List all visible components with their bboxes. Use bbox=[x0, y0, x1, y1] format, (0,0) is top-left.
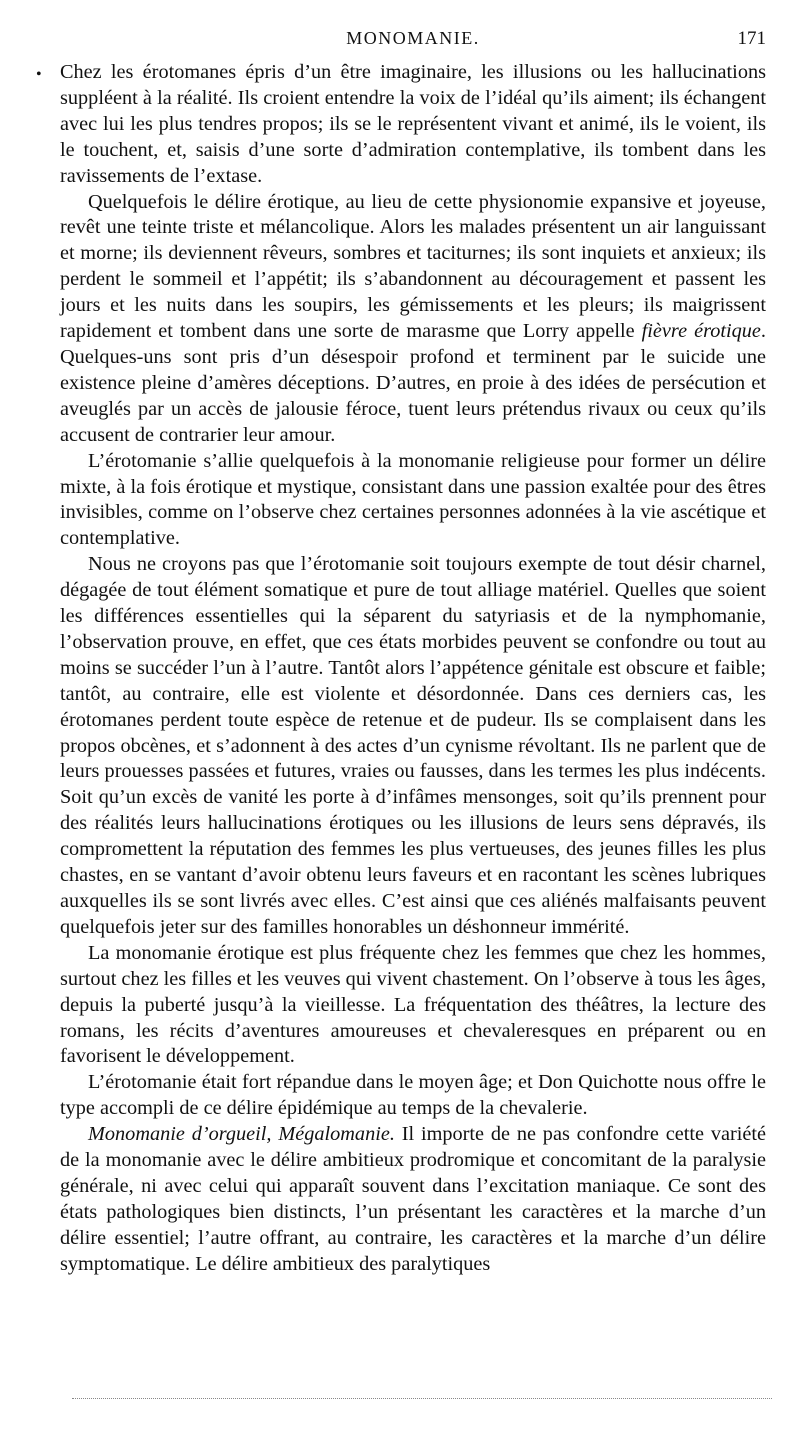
paragraph bbox=[60, 60, 766, 190]
running-title: MONOMANIE. bbox=[346, 28, 480, 48]
paragraph bbox=[60, 1122, 766, 1277]
page-header bbox=[60, 28, 766, 54]
text-segment: La monomanie érotique est plus fréquente chez les femmes que chez les hommes, surtout chez les filles et les veuves qui vivent chastement. On l’observe à tous les âges, depuis la puberté jusqu’à la vieillesse. La fréquentation des théâtres, la lecture des romans, les récits d’aventures amoureuses et chevaleresques en préparent ou en favorisent le développement. bbox=[60, 941, 766, 1068]
footer-dotted-rule bbox=[72, 1398, 772, 1399]
margin-mark: • bbox=[36, 66, 42, 83]
page-number: 171 bbox=[737, 28, 766, 49]
paragraph bbox=[60, 552, 766, 941]
text-segment: . Quelques-uns sont pris d’un désespoir profond et terminent par le suicide une existence pleine d’amères déceptions. D’autres, en proie à des idées de persécution et aveuglés par un accès de jalousie féroce, tuent leurs prétendus rivaux ou ceux qu’ils accusent de contrarier leur amour. bbox=[60, 320, 766, 446]
italic-text-segment: fièvre érotique bbox=[641, 320, 761, 343]
text-segment: Quelquefois le délire érotique, au lieu de cette physionomie expansive et joyeuse, revêt une teinte triste et mélancolique. Alors les malades présentent un air languissant et morne; ils deviennent rêveurs, sombres et taciturnes; ils sont inquiets et anxieux; ils perdent le sommeil et l’appétit; ils s’abandonnent au découragement et passent les jours et les nuits dans les soupirs, les gémissements et les pleurs; ils maigrissent rapidement et tombent dans une sorte de marasme que Lorry appelle bbox=[60, 190, 766, 343]
paragraph bbox=[60, 190, 766, 449]
text-segment: Il importe de ne pas confondre cette variété de la monomanie avec le délire ambitieux prodromique et concomitant de la paralysie générale, ni avec celui qui apparaît souvent dans l’excitation maniaque. Ce sont des états pathologiques bien distincts, l’un présentant les caractères et la marche d’un délire essentiel; l’autre offrant, au contraire, les caractères et la marche d’un délire symptomatique. Le délire ambitieux des paralytiques bbox=[60, 1123, 766, 1275]
text-segment: Chez les érotomanes épris d’un être imaginaire, les illusions ou les hallucinations suppléent à la réalité. Ils croient entendre la voix de l’idéal qu’ils aiment; ils échangent avec lui les plus tendres propos; ils se le représentent vivant et animé, ils le voient, ils le touchent, et, saisis d’une sorte d’admiration contemplative, ils tombent dans les ravissements de l’extase. bbox=[60, 61, 766, 187]
text-segment: L’érotomanie était fort répandue dans le moyen âge; et Don Quichotte nous offre le type accompli de ce délire épidémique au temps de la chevalerie. bbox=[60, 1071, 766, 1120]
text-segment: Nous ne croyons pas que l’érotomanie soit toujours exempte de tout désir charnel, dégagée de tout élément somatique et pure de tout alliage matériel. Quelles que soient les différences essentielles qui la séparent du satyriasis et de la nymphomanie, l’observation prouve, en effet, que ces états morbides peuvent se confondre ou tout au moins se succéder l’un à l’autre. Tantôt alors l’appétence génitale est obscure et faible; tantôt, au contraire, elle est violente et désordonnée. Dans ces derniers cas, les érotomanes perdent toute espèce de retenue et de pudeur. Ils se complaisent dans les propos obcènes, et s’adonnent à des actes d’un cynisme révoltant. Ils ne parlent que de leurs prouesses passées et futures, vraies ou fausses, dans les termes les plus indécents. Soit qu’un excès de vanité les porte à d’infâmes mensonges, soit qu’ils prennent pour des réalités leurs hallucinations érotiques ou les illusions de leurs sens dépravés, ils compromettent la réputation des femmes les plus vertueuses, des jeunes filles les plus chastes, en se vantant d’avoir obtenu leurs faveurs et en racontant les scènes lubriques auxquelles ils se sont livrés avec elles. C’est ainsi que ces aliénés malfaisants peuvent quelquefois jeter sur des familles honorables un déshonneur immérité. bbox=[60, 553, 766, 938]
body-text bbox=[60, 60, 766, 1278]
paragraph bbox=[60, 1070, 766, 1122]
italic-text-segment: Monomanie d’orgueil, Mégalomanie. bbox=[88, 1123, 395, 1146]
paragraph bbox=[60, 449, 766, 553]
paragraph bbox=[60, 941, 766, 1071]
text-segment: L’érotomanie s’allie quelquefois à la monomanie religieuse pour former un délire mixte, à la fois érotique et mystique, consistant dans une passion exaltée pour des êtres invisibles, comme on l’observe chez certaines personnes adonnées à la vie ascétique et contemplative. bbox=[60, 449, 766, 550]
